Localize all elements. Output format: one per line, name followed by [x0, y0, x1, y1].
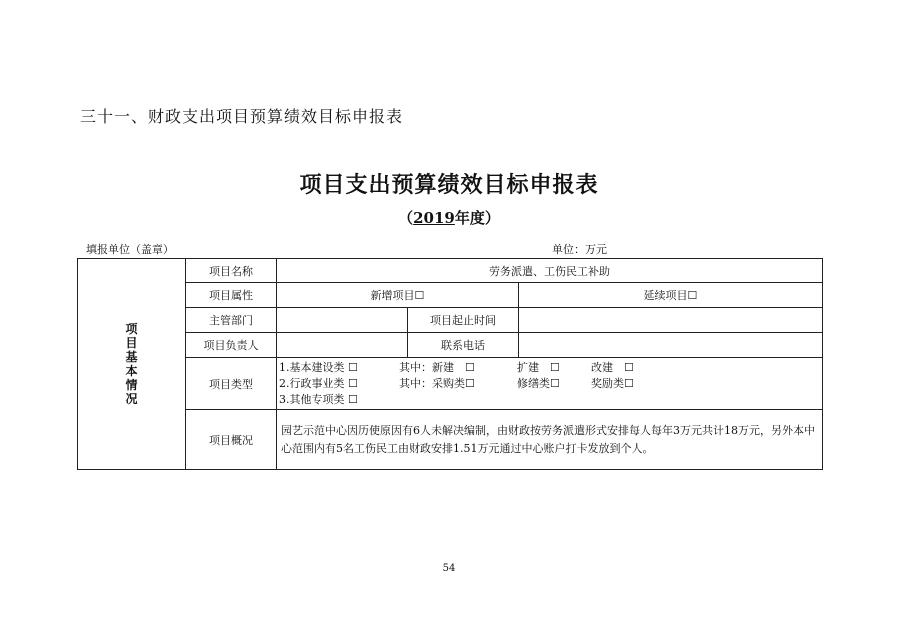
- dept-value[interactable]: [277, 308, 408, 333]
- row-leader: [78, 333, 823, 358]
- project-name-label: 项目名称: [186, 259, 277, 283]
- type-rebuild-checkbox[interactable]: 改建 ☐: [591, 360, 634, 374]
- new-project-checkbox[interactable]: 新增项目☐: [277, 283, 519, 308]
- project-type-options: [277, 358, 823, 410]
- row-project-name: [78, 259, 823, 283]
- type-procurement-checkbox[interactable]: 其中：采购类☐: [399, 376, 475, 390]
- fill-unit-label: 填报单位（盖章）: [86, 243, 174, 256]
- type-line-1: [279, 360, 820, 376]
- year-suffix: 年度）: [454, 209, 500, 227]
- period-value[interactable]: [519, 308, 823, 333]
- overview-label: 项目概况: [186, 410, 277, 470]
- type-reward-checkbox[interactable]: 奖励类☐: [591, 376, 634, 390]
- project-name-value[interactable]: 劳务派遣、工伤民工补助: [277, 259, 823, 283]
- phone-value[interactable]: [519, 333, 823, 358]
- row-overview: [78, 410, 823, 470]
- type-line-2: [279, 376, 820, 392]
- sidebar-label: 项目基本情况: [125, 322, 138, 406]
- dept-label: 主管部门: [186, 308, 277, 333]
- project-attr-label: 项目属性: [186, 283, 277, 308]
- row-project-type: [78, 358, 823, 410]
- row-project-attr: [78, 283, 823, 308]
- year-value: 2019: [413, 209, 455, 227]
- year-prefix: （: [398, 209, 414, 227]
- type-new-build-checkbox[interactable]: 其中：新建 ☐: [399, 360, 475, 374]
- form-title: 项目支出预算绩效目标申报表: [299, 173, 599, 198]
- leader-value[interactable]: [277, 333, 408, 358]
- type-basic-construction-checkbox[interactable]: 1.基本建设类 ☐: [279, 360, 358, 374]
- section-heading: 三十一、财政支出项目预算绩效目标申报表: [80, 107, 404, 126]
- phone-label: 联系电话: [408, 333, 519, 358]
- row-dept: [78, 308, 823, 333]
- period-label: 项目起止时间: [408, 308, 519, 333]
- overview-value[interactable]: 园艺示范中心因历使原因有6人未解决编制，由财政按劳务派遣形式安排每人每年3万元共计18万元，另外本中心范围内有5名工伤民工由财政安排1.51万元通过中心账户打卡发放到个人。: [277, 410, 823, 470]
- year-line: [0, 207, 898, 228]
- page-number: 54: [442, 563, 456, 574]
- type-administrative-checkbox[interactable]: 2.行政事业类 ☐: [279, 376, 358, 390]
- type-line-3: [279, 392, 820, 408]
- project-form-table: [77, 258, 823, 470]
- type-other-special-checkbox[interactable]: 3.其他专项类 ☐: [279, 392, 358, 406]
- sidebar-cell: [78, 259, 186, 470]
- leader-label: 项目负责人: [186, 333, 277, 358]
- project-type-label: 项目类型: [186, 358, 277, 410]
- unit-label: 单位：万元: [552, 243, 607, 256]
- type-expand-checkbox[interactable]: 扩建 ☐: [517, 360, 560, 374]
- continued-project-checkbox[interactable]: 延续项目☐: [519, 283, 823, 308]
- type-repair-checkbox[interactable]: 修缮类☐: [517, 376, 560, 390]
